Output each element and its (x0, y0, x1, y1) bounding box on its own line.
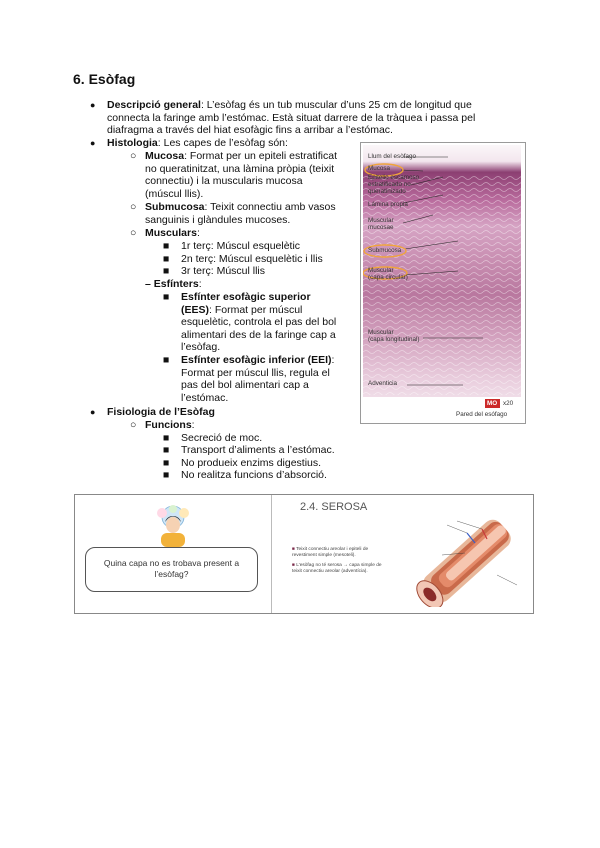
submucosa-item: Submucosa: Teixit connectiu amb vasos sanguinis i glàndules mucoses. (145, 201, 336, 226)
funcions-item: No realitza funcions d’absorció. (181, 469, 327, 481)
bullet-dot: ● (90, 407, 96, 417)
histo-label: Epitelio escamoso (368, 174, 420, 181)
question-slide (75, 495, 271, 613)
fisiologia-heading: Fisiologia de l’Esòfag (107, 406, 215, 418)
square-bullet: ■ (163, 432, 170, 444)
mucosa-item: Mucosa: Format per un epiteli estratificat no queratinitzat, una làmina pròpia (teixit connectiu) i la muscularis mucosa (múscul llis). (145, 150, 337, 200)
musculars-item: 3r terç: Múscul llis (181, 265, 266, 277)
serosa-bullet: ■ Teixit connectiu areolar i epiteli de revestiment simple (mesoteli). (292, 547, 369, 558)
square-bullet: ■ (163, 444, 170, 456)
serosa-slide (272, 495, 533, 613)
circle-bullet: ○ (130, 201, 137, 213)
histo-label: Muscular (368, 267, 394, 274)
histo-label: Muscular (368, 329, 394, 336)
square-bullet: ■ (163, 265, 170, 277)
esfinters-heading: – Esfínters: (145, 278, 202, 290)
histology-figure (360, 142, 526, 424)
square-bullet: ■ (163, 469, 170, 481)
circle-bullet: ○ (130, 419, 137, 431)
circle-bullet: ○ (130, 150, 137, 162)
general-paragraph: Descripció general: L’esòfag és un tub muscular d’uns 25 cm de longitud que connecta la faringe amb l’estómac. Està situat darrere de la tràquea i passa pel diafragma a través del hiat esofàgic fins a arribar a l’estómac. (107, 99, 476, 137)
question-text: Quina capa no es trobava present a l’esòfag? (103, 558, 240, 579)
musculars-heading: Musculars: (145, 227, 200, 239)
esophagus-layers-illustration (407, 515, 527, 607)
histo-label: Submucosa (368, 247, 402, 254)
circle-bullet: ○ (130, 227, 137, 239)
histo-label: Llum del esòfago (368, 153, 416, 160)
square-bullet: ■ (163, 291, 170, 303)
eei-item: Esfínter esofàgic inferior (EEI): Format per múscul llis, regula el pas del bol alimentari cap a l’estómac. (181, 354, 335, 404)
histo-label: Muscular (368, 217, 394, 224)
square-bullet: ■ (163, 354, 170, 366)
histo-label: Mucosa (368, 165, 391, 172)
thinking-person-icon (143, 501, 203, 547)
histo-label: estratificado no (368, 181, 411, 188)
serosa-bullet: ■ L’esòfag no té serosa → capa simple de teixit connectiu areolar (adventícia). (292, 563, 382, 574)
histologia-heading: Histologia: Les capes de l’esòfag són: (107, 137, 288, 149)
funcions-item: Secreció de moc. (181, 432, 263, 444)
histo-label: queratinizado (368, 188, 406, 195)
section-title: 6. Esòfag (73, 71, 136, 87)
histo-caption: Pared del esófago (456, 411, 508, 418)
slides-strip (74, 494, 534, 614)
histo-label: Lámina propia (368, 201, 408, 208)
histo-label: (capa circular) (368, 274, 408, 281)
musculars-item: 2n terç: Múscul esquelètic i llis (181, 253, 323, 265)
square-bullet: ■ (163, 240, 170, 252)
square-bullet: ■ (163, 253, 170, 265)
histo-label: (capa longitudinal) (368, 336, 420, 343)
ees-item: Esfínter esofàgic superior (EES): Format per múscul esquelètic, controla el pas del bol alimentari des de la faringe cap a l’esòfag. (181, 291, 337, 354)
serosa-title: 2.4. SEROSA (300, 501, 368, 513)
funcions-item: Transport d’aliments a l’estómac. (181, 444, 335, 456)
badge-text: MO (487, 400, 498, 407)
histo-label: Adventicia (368, 380, 398, 387)
funcions-item: No produeix enzims digestius. (181, 457, 322, 469)
square-bullet: ■ (163, 457, 170, 469)
histo-label: mucosae (368, 224, 394, 231)
question-box (85, 547, 258, 592)
musculars-item: 1r terç: Múscul esquelètic (181, 240, 301, 252)
bullet-dot: ● (90, 100, 96, 110)
funcions-heading: Funcions: (145, 419, 195, 431)
bullet-dot: ● (90, 138, 96, 148)
zoom-text: x20 (503, 400, 514, 407)
general-label: Descripció general (107, 99, 201, 111)
